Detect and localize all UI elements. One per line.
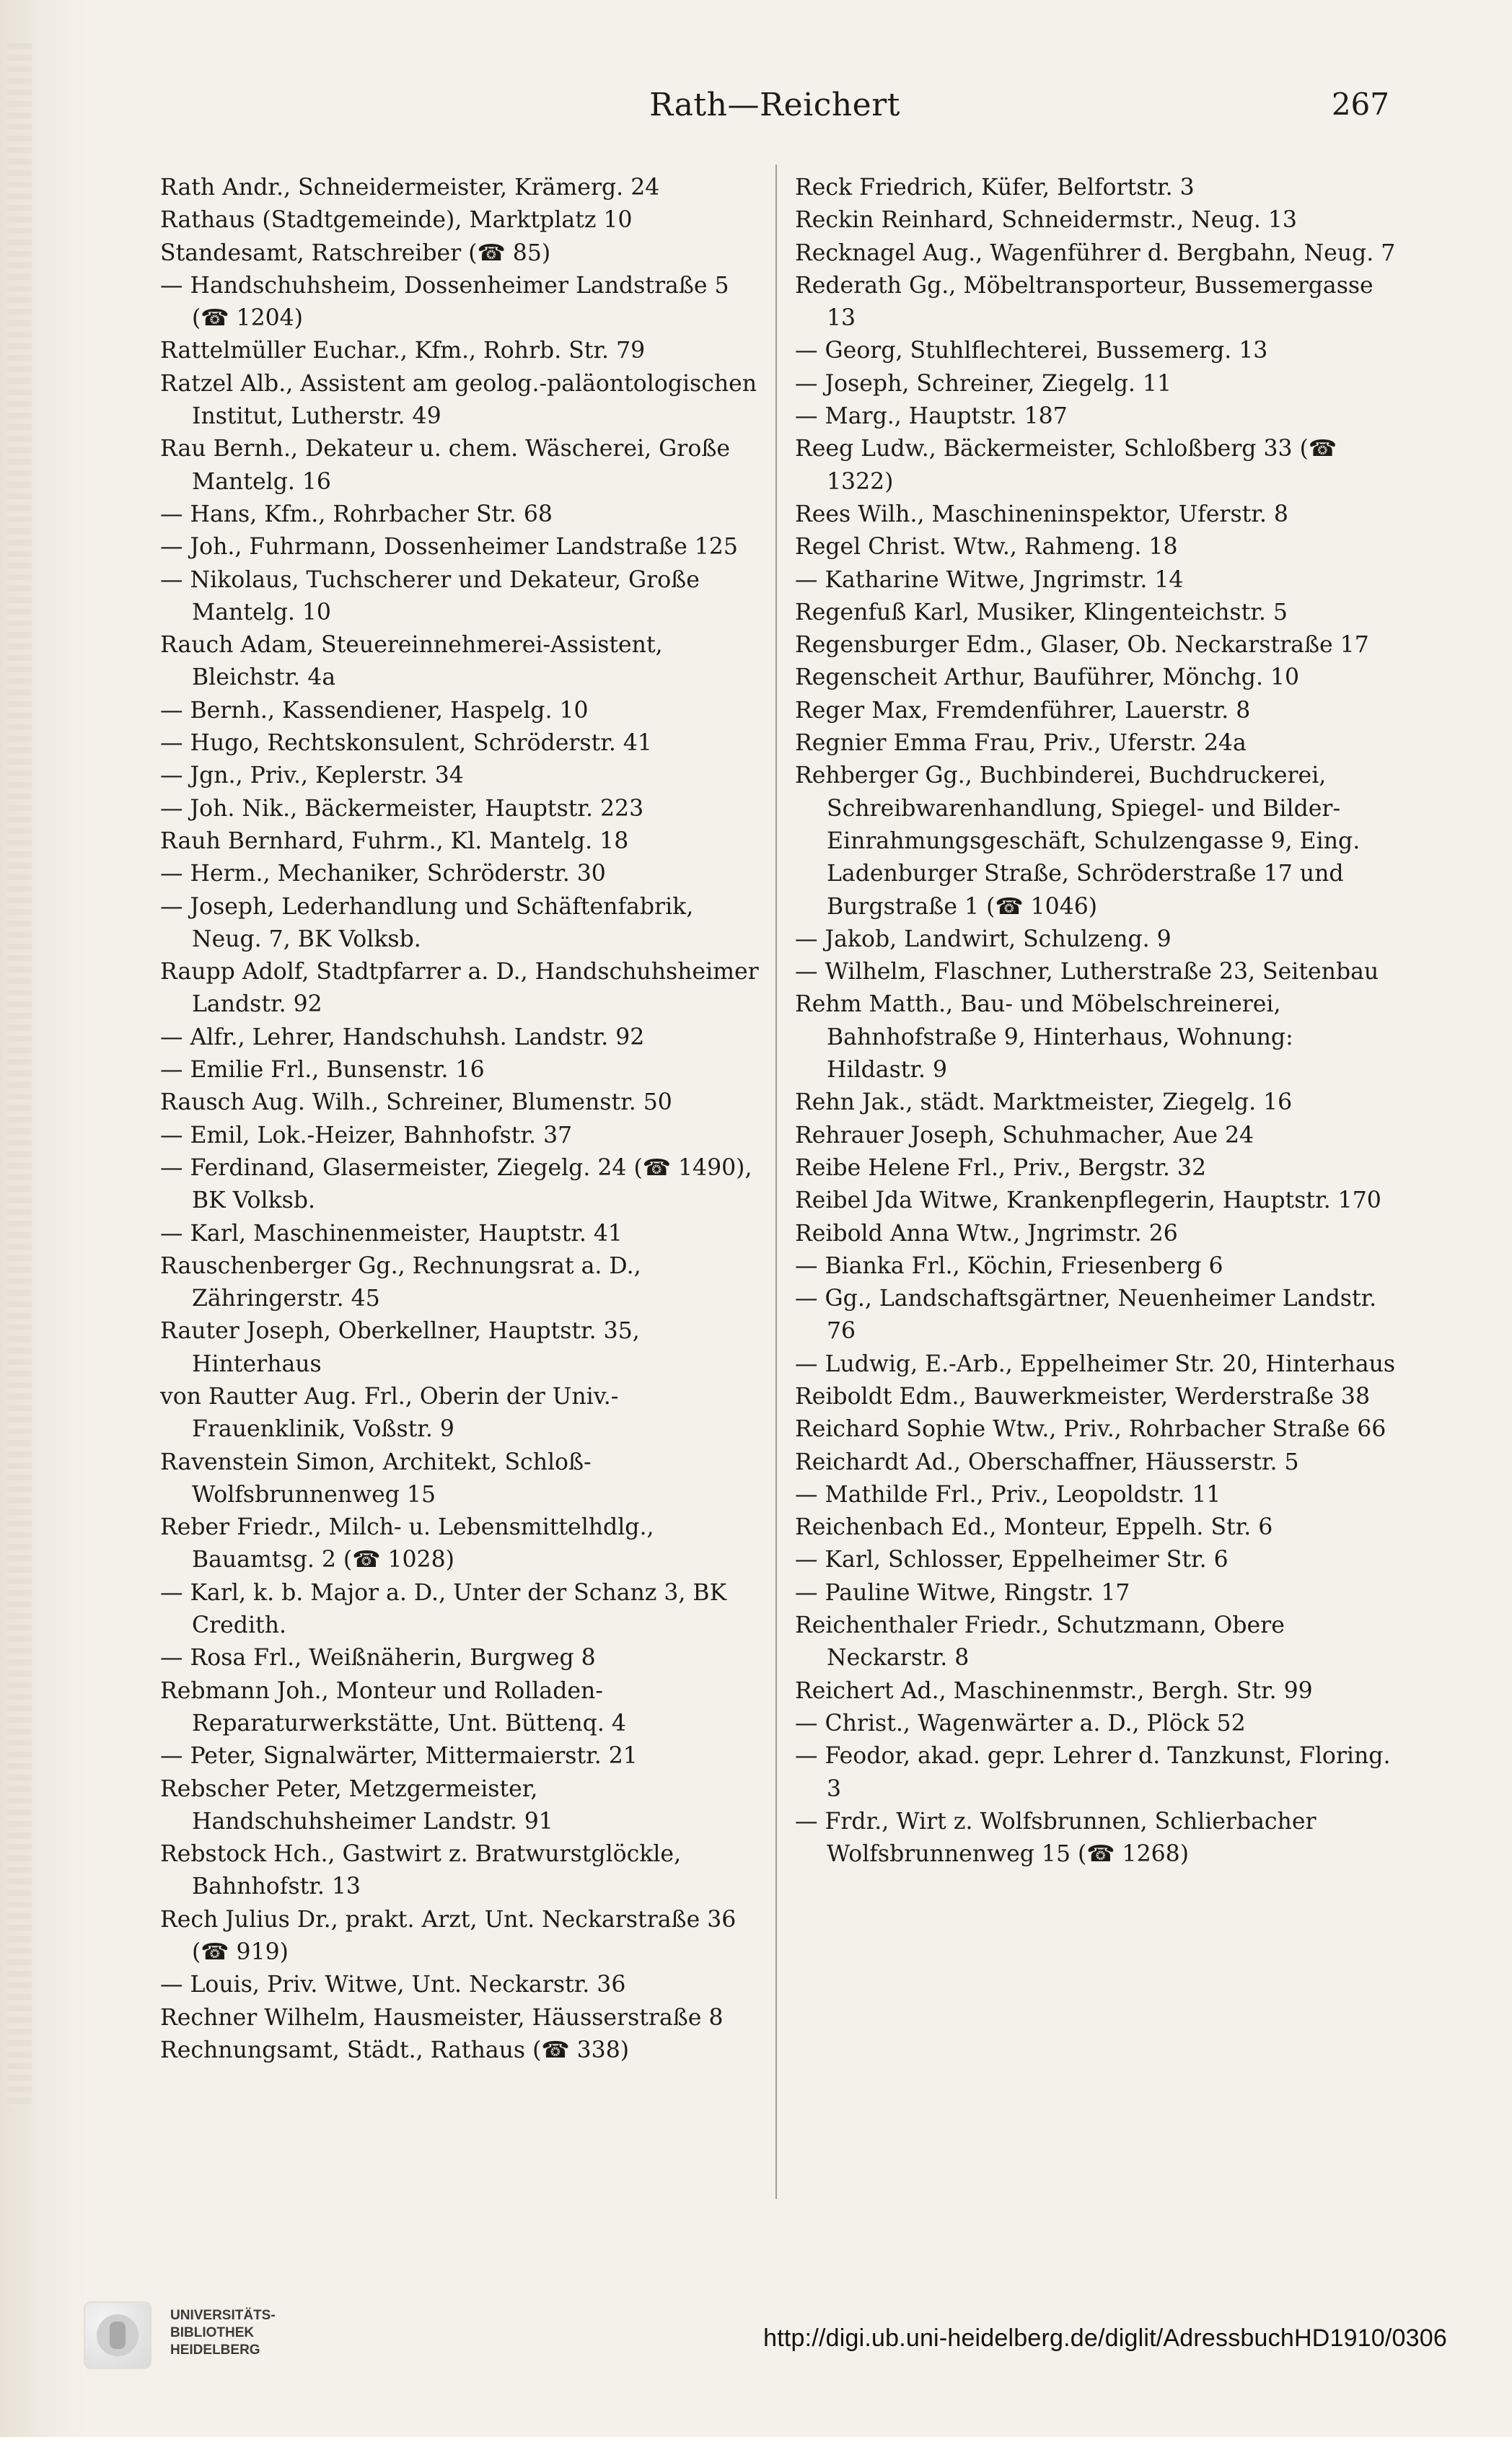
directory-entry: — Joseph, Lederhandlung und Schäftenfabrik, Neug. 7, BK Volksb. xyxy=(160,893,694,952)
directory-entry: — Hugo, Rechtskonsulent, Schröderstr. 41 xyxy=(160,730,652,757)
directory-entry: — Emil, Lok.-Heizer, Bahnhofstr. 37 xyxy=(160,1122,573,1149)
directory-entry: Reichenbach Ed., Monteur, Eppelh. Str. 6 xyxy=(795,1514,1273,1541)
right-column xyxy=(795,172,1397,1871)
directory-entry: Rechnungsamt, Städt., Rathaus (☎ 338) xyxy=(160,2037,630,2063)
university-logo-icon xyxy=(85,2303,150,2368)
directory-entry: — Mathilde Frl., Priv., Leopoldstr. 11 xyxy=(795,1481,1221,1508)
directory-columns xyxy=(160,172,1410,2192)
directory-entry: Regensburger Edm., Glaser, Ob. Neckarstraße 17 xyxy=(795,632,1369,659)
directory-entry: Reiboldt Edm., Bauwerkmeister, Werderstraße 38 xyxy=(795,1383,1370,1410)
directory-entry: Rebscher Peter, Metzgermeister, Handschuhsheimer Landstr. 91 xyxy=(160,1775,553,1835)
directory-entry: — Ferdinand, Glasermeister, Ziegelg. 24 (☎ 1490), BK Volksb. xyxy=(160,1154,752,1214)
directory-entry: Regel Christ. Wtw., Rahmeng. 18 xyxy=(795,534,1178,561)
directory-entry: Raupp Adolf, Stadtpfarrer a. D., Handschuhsheimer Landstr. 92 xyxy=(160,959,759,1018)
running-header xyxy=(160,87,1389,137)
logo-mark-icon xyxy=(97,2314,139,2356)
directory-entry: Standesamt, Ratschreiber (☎ 85) xyxy=(160,240,551,266)
directory-entry: — Gg., Landschaftsgärtner, Neuenheimer Landstr. 76 xyxy=(795,1286,1377,1345)
directory-entry: — Katharine Witwe, Jngrimstr. 14 xyxy=(795,566,1184,593)
directory-entry: Rauch Adam, Steuereinnehmerei-Assistent, Bleichstr. 4a xyxy=(160,632,663,691)
directory-entry: Rees Wilh., Maschineninspektor, Uferstr. 8 xyxy=(795,501,1288,527)
directory-entry: Reckin Reinhard, Schneidermstr., Neug. 13 xyxy=(795,207,1297,234)
directory-entry: Reibe Helene Frl., Priv., Bergstr. 32 xyxy=(795,1154,1207,1181)
directory-entry: — Peter, Signalwärter, Mittermaierstr. 21 xyxy=(160,1743,638,1770)
directory-entry: Rausch Aug. Wilh., Schreiner, Blumenstr. 50 xyxy=(160,1089,672,1116)
directory-entry: Reber Friedr., Milch- u. Lebensmittelhdlg., Bauamtsg. 2 (☎ 1028) xyxy=(160,1514,654,1573)
directory-entry: Regenfuß Karl, Musiker, Klingenteichstr. 5 xyxy=(795,599,1288,625)
directory-entry: Reichardt Ad., Oberschaffner, Häusserstr. 5 xyxy=(795,1449,1299,1475)
directory-entry: — Frdr., Wirt z. Wolfsbrunnen, Schlierbacher Wolfsbrunnenweg 15 (☎ 1268) xyxy=(795,1808,1317,1868)
directory-entry: — Jgn., Priv., Keplerstr. 34 xyxy=(160,763,464,789)
directory-entry: — Hans, Kfm., Rohrbacher Str. 68 xyxy=(160,501,553,527)
source-url-link[interactable]: http://digi.ub.uni-heidelberg.de/diglit/AdressbuchHD1910/0306 xyxy=(763,2324,1447,2352)
directory-entry: — Alfr., Lehrer, Handschuhsh. Landstr. 92 xyxy=(160,1024,645,1050)
directory-entry: Reibold Anna Wtw., Jngrimstr. 26 xyxy=(795,1220,1178,1247)
directory-entry: — Joh. Nik., Bäckermeister, Hauptstr. 223 xyxy=(160,795,644,822)
directory-entry: Rauh Bernhard, Fuhrm., Kl. Mantelg. 18 xyxy=(160,827,629,854)
directory-entry: Reck Friedrich, Küfer, Belfortstr. 3 xyxy=(795,175,1195,201)
directory-entry: Reger Max, Fremdenführer, Lauerstr. 8 xyxy=(795,697,1251,724)
directory-entry: Reeg Ludw., Bäckermeister, Schloßberg 33 (☎ 1322) xyxy=(795,436,1337,495)
page-number: 267 xyxy=(1331,87,1389,122)
directory-entry: — Wilhelm, Flaschner, Lutherstraße 23, Seitenbau xyxy=(795,959,1379,985)
directory-entry: Rauschenberger Gg., Rechnungsrat a. D., Zähringerstr. 45 xyxy=(160,1252,641,1312)
directory-entry: Rech Julius Dr., prakt. Arzt, Unt. Neckarstraße 36 (☎ 919) xyxy=(160,1906,737,1966)
directory-entry: — Louis, Priv. Witwe, Unt. Neckarstr. 36 xyxy=(160,1972,626,1998)
directory-entry: — Feodor, akad. gepr. Lehrer d. Tanzkunst, Floring. 3 xyxy=(795,1743,1391,1802)
directory-entry: Rathaus (Stadtgemeinde), Marktplatz 10 xyxy=(160,207,633,234)
directory-entry: — Bianka Frl., Köchin, Friesenberg 6 xyxy=(795,1252,1223,1279)
page-binding-stripe xyxy=(7,43,32,2107)
directory-entry: Rederath Gg., Möbeltransporteur, Bussemergasse 13 xyxy=(795,272,1373,332)
directory-entry: Regenscheit Arthur, Bauführer, Mönchg. 10 xyxy=(795,664,1300,691)
directory-entry: — Pauline Witwe, Ringstr. 17 xyxy=(795,1579,1130,1606)
directory-entry: — Ludwig, E.-Arb., Eppelheimer Str. 20, Hinterhaus xyxy=(795,1351,1396,1377)
directory-entry: — Joh., Fuhrmann, Dossenheimer Landstraße 125 xyxy=(160,534,738,561)
directory-entry: — Karl, Maschinenmeister, Hauptstr. 41 xyxy=(160,1220,623,1247)
directory-entry: — Georg, Stuhlflechterei, Bussemerg. 13 xyxy=(795,338,1268,364)
directory-entry: Rau Bernh., Dekateur u. chem. Wäscherei, Große Mantelg. 16 xyxy=(160,436,731,495)
left-column xyxy=(160,172,762,2067)
directory-entry: Rehberger Gg., Buchbinderei, Buchdruckerei, Schreibwarenhandlung, Spiegel- und Bilder-Einrahmungsgeschäft, Schulzengasse 9, Eing. Ladenburger Straße, Schröderstraße 17 und Burgstraße 1 (☎ 1046) xyxy=(795,763,1361,920)
directory-entry: Ravenstein Simon, Architekt, Schloß-Wolfsbrunnenweg 15 xyxy=(160,1449,592,1508)
library-footer xyxy=(85,2303,1447,2418)
directory-entry: — Herm., Mechaniker, Schröderstr. 30 xyxy=(160,861,606,887)
directory-entry: Rechner Wilhelm, Hausmeister, Häusserstraße 8 xyxy=(160,2004,724,2031)
directory-entry: — Handschuhsheim, Dossenheimer Landstraße 5 (☎ 1204) xyxy=(160,272,729,332)
running-title: Rath—Reichert xyxy=(649,87,900,123)
directory-entry: Reichenthaler Friedr., Schutzmann, Obere Neckarstr. 8 xyxy=(795,1612,1285,1672)
university-name: UNIVERSITÄTS- BIBLIOTHEK HEIDELBERG xyxy=(170,2308,276,2358)
directory-entry: Reibel Jda Witwe, Krankenpflegerin, Hauptstr. 170 xyxy=(795,1187,1381,1214)
directory-entry: — Jakob, Landwirt, Schulzeng. 9 xyxy=(795,926,1172,952)
directory-entry: — Bernh., Kassendiener, Haspelg. 10 xyxy=(160,697,589,724)
directory-entry: Rehn Jak., städt. Marktmeister, Ziegelg. 16 xyxy=(795,1089,1293,1116)
directory-entry: Ratzel Alb., Assistent am geolog.-paläontologischen Institut, Lutherstr. 49 xyxy=(160,370,757,430)
directory-entry: Rebmann Joh., Monteur und Rolladen-Reparaturwerkstätte, Unt. Büttenq. 4 xyxy=(160,1677,626,1736)
directory-entry: — Rosa Frl., Weißnäherin, Burgweg 8 xyxy=(160,1645,596,1672)
column-rule xyxy=(775,164,777,2199)
directory-entry: Rebstock Hch., Gastwirt z. Bratwurstglöckle, Bahnhofstr. 13 xyxy=(160,1841,682,1900)
directory-entry: Reichert Ad., Maschinenmstr., Bergh. Str. 99 xyxy=(795,1677,1313,1704)
directory-entry: Rath Andr., Schneidermeister, Krämerg. 24 xyxy=(160,175,660,201)
directory-entry: — Christ., Wagenwärter a. D., Plöck 52 xyxy=(795,1710,1246,1736)
directory-entry: — Marg., Hauptstr. 187 xyxy=(795,403,1068,430)
directory-entry: Recknagel Aug., Wagenführer d. Bergbahn, Neug. 7 xyxy=(795,240,1396,266)
directory-entry: Regnier Emma Frau, Priv., Uferstr. 24a xyxy=(795,730,1247,757)
directory-entry: Rattelmüller Euchar., Kfm., Rohrb. Str. 79 xyxy=(160,338,646,364)
directory-entry: Reichard Sophie Wtw., Priv., Rohrbacher Straße 66 xyxy=(795,1416,1386,1443)
directory-entry: Rehrauer Joseph, Schuhmacher, Aue 24 xyxy=(795,1122,1254,1149)
directory-entry: von Rautter Aug. Frl., Oberin der Univ.-Frauenklinik, Voßstr. 9 xyxy=(160,1383,619,1443)
directory-entry: Rehm Matth., Bau- und Möbelschreinerei, Bahnhofstraße 9, Hinterhaus, Wohnung: Hildastr. 9 xyxy=(795,991,1293,1084)
directory-entry: — Joseph, Schreiner, Ziegelg. 11 xyxy=(795,370,1172,397)
directory-entry: — Karl, Schlosser, Eppelheimer Str. 6 xyxy=(795,1547,1228,1573)
directory-entry: — Karl, k. b. Major a. D., Unter der Schanz 3, BK Credith. xyxy=(160,1579,727,1639)
directory-entry: — Nikolaus, Tuchscherer und Dekateur, Große Mantelg. 10 xyxy=(160,566,700,625)
directory-entry: Rauter Joseph, Oberkellner, Hauptstr. 35, Hinterhaus xyxy=(160,1318,640,1377)
directory-entry: — Emilie Frl., Bunsenstr. 16 xyxy=(160,1057,485,1084)
